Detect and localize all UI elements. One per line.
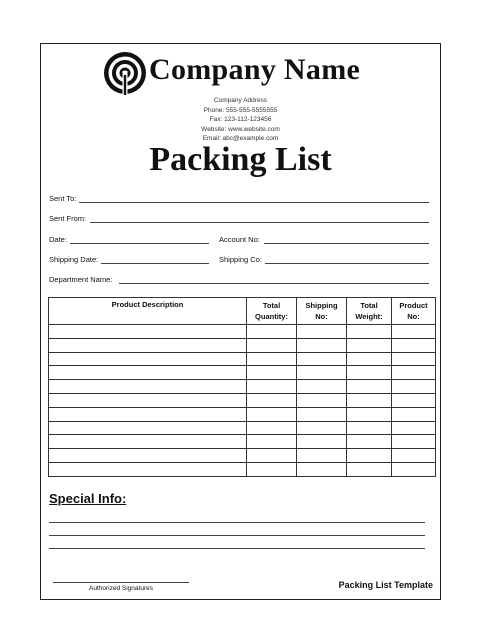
table-cell[interactable] (297, 325, 347, 339)
table-cell[interactable] (347, 338, 392, 352)
table-cell[interactable] (49, 407, 247, 421)
sent-from-line[interactable] (90, 222, 429, 223)
table-cell[interactable] (392, 435, 436, 449)
table-cell[interactable] (347, 352, 392, 366)
table-cell[interactable] (297, 421, 347, 435)
table-row (49, 366, 436, 380)
account-no-label: Account No: (219, 235, 260, 244)
table-cell[interactable] (49, 366, 247, 380)
table-row (49, 435, 436, 449)
company-logo-icon (103, 51, 147, 95)
table-cell[interactable] (247, 421, 297, 435)
table-cell[interactable] (49, 325, 247, 339)
packing-list-page (40, 43, 441, 600)
table-row (49, 393, 436, 407)
table-cell[interactable] (392, 449, 436, 463)
table-cell[interactable] (392, 407, 436, 421)
table-cell[interactable] (247, 449, 297, 463)
company-contact-block (41, 96, 440, 144)
account-no-field[interactable] (219, 233, 429, 245)
table-cell[interactable] (49, 352, 247, 366)
header-product-description: Product Description (49, 298, 247, 325)
header-total-weight: Total Weight: (347, 298, 392, 325)
table-cell[interactable] (347, 407, 392, 421)
signature-line[interactable] (53, 582, 189, 583)
table-cell[interactable] (297, 366, 347, 380)
table-cell[interactable] (49, 393, 247, 407)
table-cell[interactable] (297, 407, 347, 421)
date-line[interactable] (70, 243, 209, 244)
table-cell[interactable] (297, 435, 347, 449)
table-row (49, 380, 436, 394)
table-cell[interactable] (49, 462, 247, 476)
table-cell[interactable] (347, 325, 392, 339)
table-cell[interactable] (247, 325, 297, 339)
table-header-row (49, 298, 436, 325)
company-address: Company Address (213, 97, 268, 104)
date-field[interactable] (49, 233, 209, 245)
table-cell[interactable] (347, 366, 392, 380)
special-info-line[interactable] (49, 535, 425, 536)
document-title: Packing List (149, 141, 332, 178)
sent-to-field[interactable] (49, 192, 429, 204)
table-cell[interactable] (247, 380, 297, 394)
table-cell[interactable] (392, 421, 436, 435)
table-cell[interactable] (392, 352, 436, 366)
table-cell[interactable] (297, 462, 347, 476)
table-row (49, 407, 436, 421)
sent-from-field[interactable] (49, 212, 429, 224)
company-name: Company Name (149, 53, 361, 86)
table-cell[interactable] (247, 352, 297, 366)
shipping-co-line[interactable] (265, 263, 429, 264)
table-row (49, 449, 436, 463)
account-no-line[interactable] (264, 243, 429, 244)
table-cell[interactable] (347, 462, 392, 476)
shipping-date-label: Shipping Date: (49, 255, 99, 264)
table-row (49, 338, 436, 352)
table-cell[interactable] (247, 435, 297, 449)
table-row (49, 325, 436, 339)
table-row (49, 352, 436, 366)
table-cell[interactable] (297, 380, 347, 394)
product-table (48, 297, 436, 477)
table-cell[interactable] (49, 380, 247, 394)
shipping-co-field[interactable] (219, 253, 429, 265)
table-cell[interactable] (392, 325, 436, 339)
table-cell[interactable] (392, 380, 436, 394)
shipping-date-field[interactable] (49, 253, 209, 265)
table-cell[interactable] (392, 366, 436, 380)
department-name-line[interactable] (119, 283, 429, 284)
table-cell[interactable] (49, 338, 247, 352)
table-body (49, 325, 436, 477)
header-total-quantity: Total Quantity: (247, 298, 297, 325)
shipping-co-label: Shipping Co: (219, 255, 262, 264)
table-cell[interactable] (49, 435, 247, 449)
table-row (49, 462, 436, 476)
header-shipping-no: Shipping No: (297, 298, 347, 325)
sent-from-label: Sent From: (49, 214, 87, 223)
date-label: Date: (49, 235, 67, 244)
special-info-line[interactable] (49, 548, 425, 549)
header-product-no: Product No: (392, 298, 436, 325)
template-footer-title: Packing List Template (338, 580, 433, 590)
company-phone: Phone: 555-555-5555555 (203, 106, 278, 114)
sent-to-label: Sent To: (49, 194, 77, 203)
table-cell[interactable] (347, 421, 392, 435)
table-cell[interactable] (247, 366, 297, 380)
company-fax: Fax: 123-112-123456 (209, 116, 272, 123)
sent-to-line[interactable] (79, 202, 429, 203)
table-cell[interactable] (347, 380, 392, 394)
table-cell[interactable] (247, 338, 297, 352)
table-cell[interactable] (347, 435, 392, 449)
table-row (49, 421, 436, 435)
table-cell[interactable] (392, 338, 436, 352)
special-info-line[interactable] (49, 522, 425, 523)
table-cell[interactable] (297, 393, 347, 407)
table-cell[interactable] (297, 449, 347, 463)
department-name-field[interactable] (49, 273, 429, 285)
shipping-date-line[interactable] (101, 263, 209, 264)
company-website: Website: www.website.com (201, 125, 280, 133)
table-cell[interactable] (49, 449, 247, 463)
table-cell[interactable] (247, 462, 297, 476)
special-info-title: Special Info: (49, 491, 127, 506)
table-cell[interactable] (247, 393, 297, 407)
table-cell[interactable] (247, 407, 297, 421)
table-cell[interactable] (49, 421, 247, 435)
table-cell[interactable] (347, 393, 392, 407)
table-cell[interactable] (392, 462, 436, 476)
table-cell[interactable] (297, 338, 347, 352)
table-cell[interactable] (347, 449, 392, 463)
authorized-signatures-label: Authorized Signatures (89, 585, 153, 592)
table-cell[interactable] (297, 352, 347, 366)
table-cell[interactable] (392, 393, 436, 407)
company-email: Email: abc@example.com (202, 135, 279, 142)
department-name-label: Department Name: (49, 275, 113, 284)
